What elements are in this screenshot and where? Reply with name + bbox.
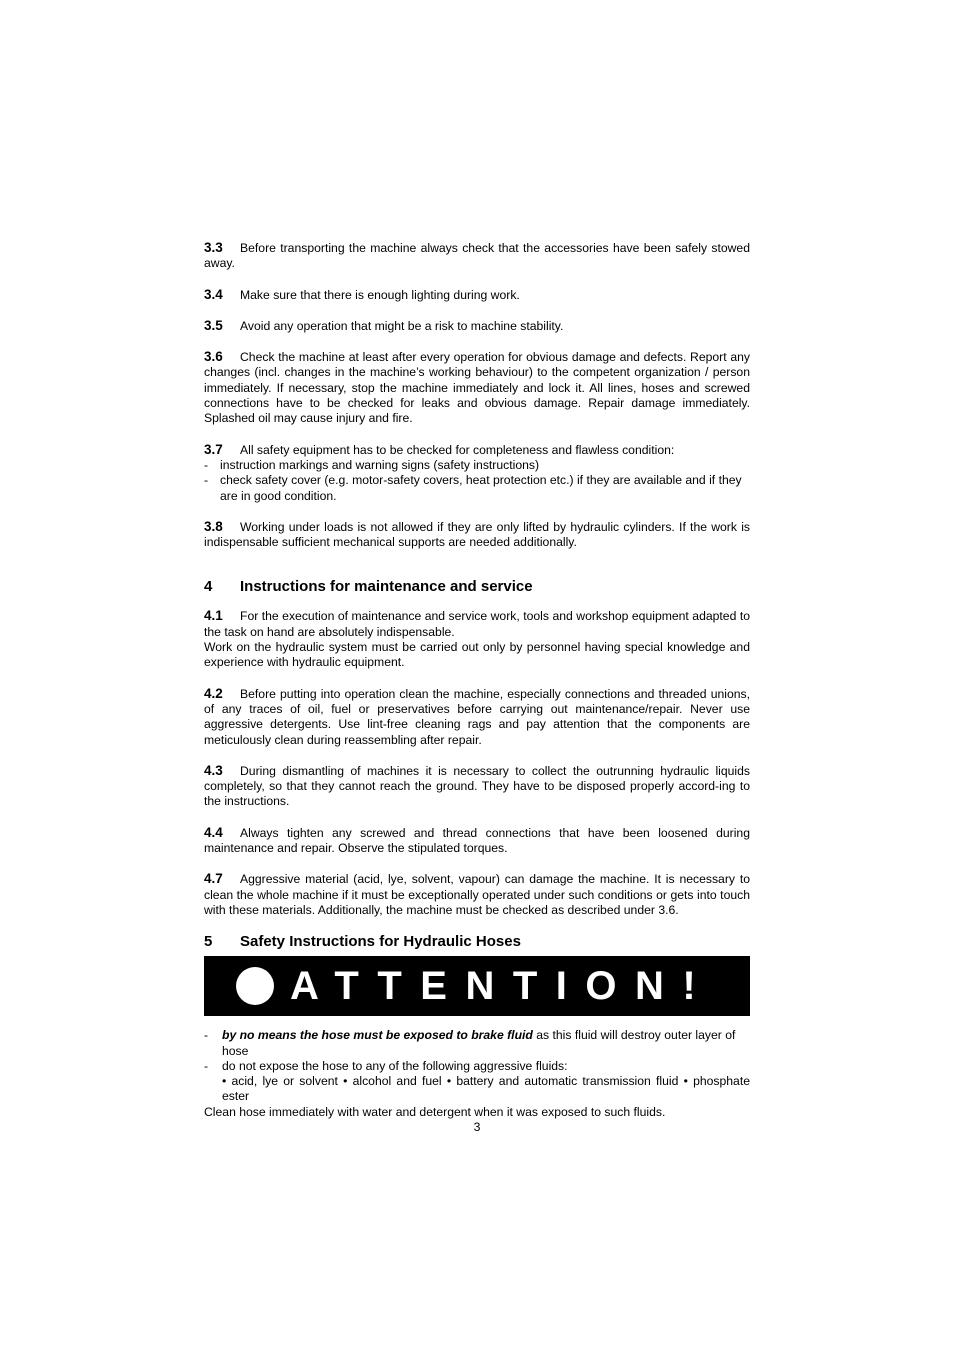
paragraph-text: Aggressive material (acid, lye, solvent, vapour) can damage the machine. It is necessary to clean the whole machine if it must be exceptionally operated under such conditions or gets into touch with these materials. Additionally, the machine must be checked as described under 3.6. xyxy=(204,872,750,917)
warning-emphasis: by no means the hose must be exposed to brake fluid xyxy=(222,1028,533,1043)
list-item: - do not expose the hose to any of the following aggressive fluids: xyxy=(204,1058,568,1073)
paragraph-number: 3.6 xyxy=(204,349,223,365)
paragraph-4-3 xyxy=(204,763,750,810)
paragraph-4-7 xyxy=(204,871,750,918)
paragraph-number: 3.5 xyxy=(204,317,223,333)
paragraph-text: Working under loads is not allowed if they are only lifted by hydraulic cylinders. If the work is indispensable sufficient mechanical supports are needed additionally. xyxy=(204,519,750,550)
paragraph-number: 3.4 xyxy=(204,286,223,302)
paragraph-number: 4.4 xyxy=(204,824,223,840)
section-heading-4: 4 Instructions for maintenance and service xyxy=(204,578,533,596)
paragraph-text: Before transporting the machine always check that the accessories have been safely stowed away. xyxy=(204,241,750,271)
paragraph-3-3 xyxy=(204,240,750,272)
paragraph-4-4 xyxy=(204,825,750,857)
paragraph-number: 4.7 xyxy=(204,871,223,887)
paragraph-3-7 xyxy=(204,442,750,458)
paragraph-number: 4.3 xyxy=(204,762,223,778)
paragraph-text: Always tighten any screwed and thread connections that have been loosened during maintenance and repair. Observe the stipulated torques. xyxy=(204,825,750,856)
paragraph-text: Make sure that there is enough lighting during work. xyxy=(240,287,520,302)
paragraph-4-2 xyxy=(204,686,750,748)
aggressive-fluids-list: • acid, lye or solvent • alcohol and fuel • battery and automatic transmission fluid • phosphate ester xyxy=(222,1074,750,1104)
paragraph-text: Check the machine at least after every operation for obvious damage and defects. Report any changes (incl. changes in the machine’s working behaviour) to the competent organization / person immediately. If necessary, stop the machine immediately and lock it. All lines, hoses and screwed connections have to be checked for leaks and obvious damage. Repair damage immediately. Splashed oil may cause injury and fire. xyxy=(204,350,750,426)
paragraph-3-4 xyxy=(204,287,750,303)
document-page xyxy=(204,240,750,1135)
attention-banner xyxy=(204,956,750,1016)
warning-dot-icon xyxy=(236,967,274,1005)
paragraph-text: All safety equipment has to be checked for completeness and flawless condition: xyxy=(240,442,675,457)
paragraph-text: Avoid any operation that might be a risk to machine stability. xyxy=(240,318,564,333)
paragraph-3-6 xyxy=(204,349,750,426)
paragraph-number: 4.1 xyxy=(204,608,223,624)
page-number: 3 xyxy=(473,1119,481,1134)
paragraph-number: 3.3 xyxy=(204,240,223,255)
paragraph-3-8 xyxy=(204,519,750,551)
paragraph-text: Before putting into operation clean the machine, especially connections and threaded unions, of any traces of oil, fuel or preservatives before carrying out maintenance/repair. Never use aggressive detergents. Use lint-free cleaning rags and pay attention that the components are meticulously clean during reassembling after repair. xyxy=(204,686,750,747)
paragraph-number: 3.8 xyxy=(204,518,223,534)
paragraph-4-1-cont: Work on the hydraulic system must be carried out only by personnel having special knowledge and experience with hydraulic equipment. xyxy=(204,640,750,670)
list-item: - check safety cover (e.g. motor-safety covers, heat protection etc.) if they are available and if they are in good condition. xyxy=(204,473,742,503)
paragraph-number: 3.7 xyxy=(204,441,223,457)
list-item: - instruction markings and warning signs (safety instructions) xyxy=(204,457,540,472)
attention-text: ATTENTION! xyxy=(290,964,715,1009)
closing-instruction: Clean hose immediately with water and detergent when it was exposed to such fluids. xyxy=(204,1104,666,1119)
list-item: - by no means the hose must be exposed to brake fluid as this fluid will destroy outer layer of hose xyxy=(204,1028,736,1058)
section-heading-5: 5 Safety Instructions for Hydraulic Hoses xyxy=(204,933,521,951)
paragraph-number: 4.2 xyxy=(204,685,223,701)
paragraph-3-5 xyxy=(204,318,750,334)
paragraph-text: During dismantling of machines it is necessary to collect the outrunning hydraulic liquids completely, so that they cannot reach the ground. They have to be disposed properly accord-ing to the instructions. xyxy=(204,763,750,809)
paragraph-4-1 xyxy=(204,608,750,640)
paragraph-text: For the execution of maintenance and service work, tools and workshop equipment adapted to the task on hand are absolutely indispensable. xyxy=(204,609,750,639)
